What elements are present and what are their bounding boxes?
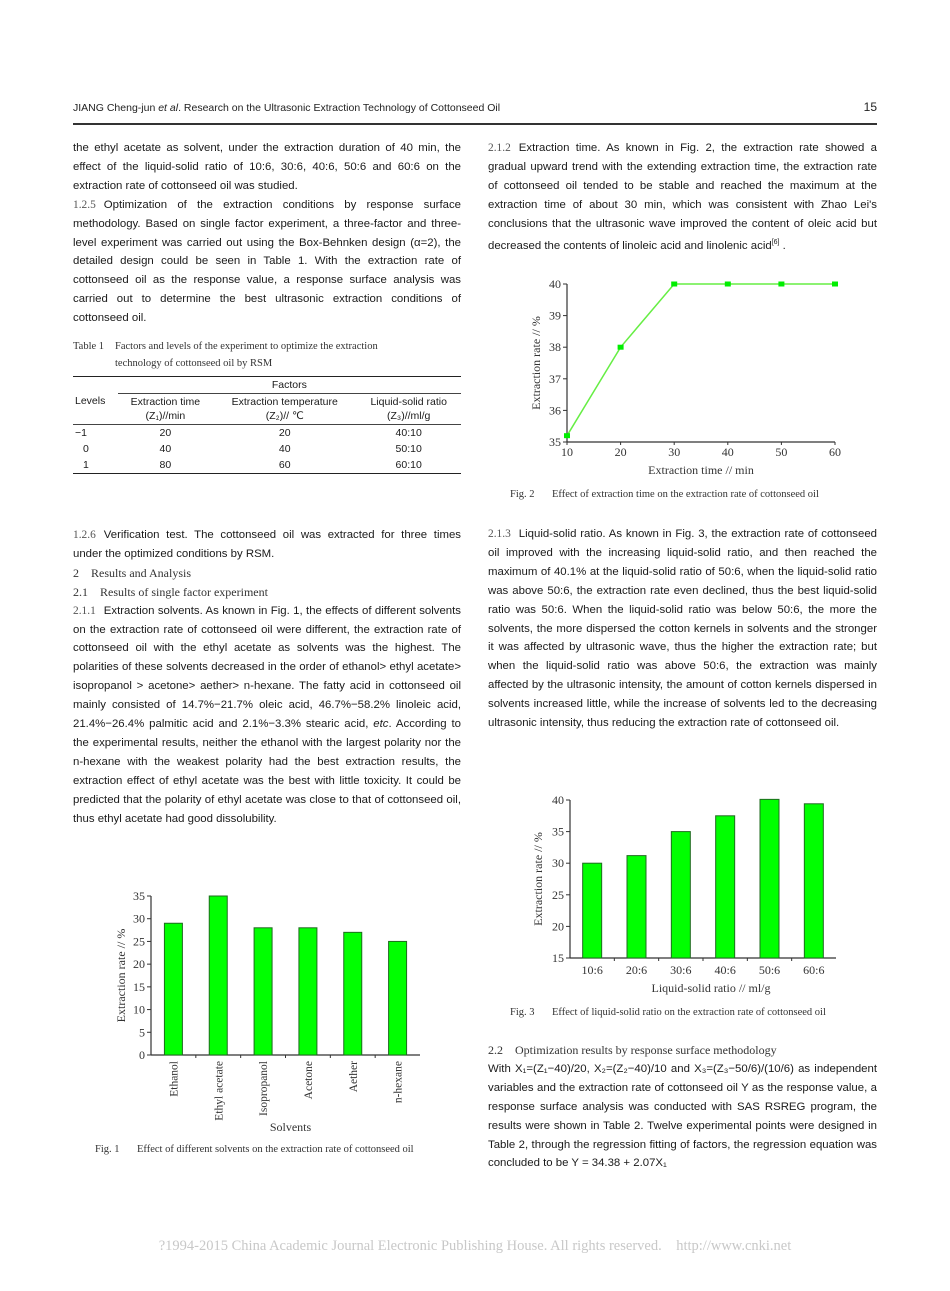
x-tick-label: 40:6 [714,963,736,977]
x-tick-label: Acetone [302,1061,315,1100]
y-axis-label: Extraction rate // % [531,832,545,926]
y-tick-label: 36 [549,403,561,418]
y-tick-label: 35 [549,435,561,449]
y-tick-label: 5 [139,1025,145,1040]
paragraph-intro: the ethyl acetate as solvent, under the extraction duration of 40 min, the effect of the liquid-solid ratio of 10:6, 30:6, 40:6, 50:6 and 60:6 on the extraction rate of cottonseed oil was studied. [73,142,461,192]
figure-1-solvents-bar-chart [105,885,455,1137]
x-axis-label: Liquid-solid ratio // ml/g [651,981,771,995]
bar [209,896,227,1055]
data-point-marker [564,433,570,438]
data-line [567,284,835,436]
running-header [73,100,877,120]
figure-2-time-line-chart [520,272,865,482]
bar [254,928,272,1055]
figure-3-ratio-bar-chart [520,790,865,1002]
y-tick-label: 35 [133,889,145,903]
x-tick-label: 50:6 [758,963,781,977]
x-tick-label: Ethanol [168,1061,181,1097]
section-2-2-text: With X₁=(Z₁−40)/20, X₂=(Z₂−40)/10 and X₃=(Z₃−50/6)/(10/6) as independent variables and the extraction rate of cottonseed oil Y as the response value, a response surface analysis was conducted with SAS RSREG program, the results were shown in Table 2. Twelve experimental points were designed in Table 2, through the regression fitting of factors, the regression equation was concluded to be Y = 34.38 + 2.07X₁ [488,1062,877,1170]
page-number: 15 [863,100,877,114]
y-tick-label: 20 [552,919,564,934]
y-tick-label: 10 [133,1002,145,1017]
y-axis-label: Extraction rate // % [114,928,128,1023]
x-tick-label: 50 [775,445,788,459]
x-axis-label: Extraction time // min [648,463,754,477]
x-tick-label: 60 [829,445,841,459]
y-tick-label: 25 [133,934,145,949]
x-tick-label: Aether [347,1061,360,1093]
x-tick-label: Isopropanol [258,1061,271,1116]
y-axis-label: Extraction rate // % [529,316,543,410]
table1-col-header: Liquid-solid ratio (Z₃)//ml/g [356,394,461,425]
right-column-lower [488,1041,877,1173]
left-column-lower [73,526,461,829]
bar [299,928,317,1055]
y-tick-label: 38 [549,340,561,355]
x-tick-label: 30:6 [670,963,692,977]
table1-col-header: Extraction temperature (Z₂)// ℃ [213,394,356,425]
fig2-svg [520,272,865,482]
section-2-1-heading: 2.1 Results of single factor experiment [73,584,268,599]
y-tick-label: 35 [552,824,564,839]
running-title: JIANG Cheng-jun et al. Research on the Ultrasonic Extraction Technology of Cottonseed Oil [73,102,501,114]
fig3-caption: Fig. 3 Effect of liquid-solid ratio on the extraction rate of cottonseed oil [510,1007,826,1018]
y-tick-label: 39 [549,308,561,323]
x-tick-label: 10 [561,445,573,459]
fig3-svg [520,790,865,1002]
bar [344,932,362,1055]
y-tick-label: 40 [549,277,561,291]
x-tick-label: 10:6 [581,963,603,977]
section-2-1-3: 2.1.3 Liquid-solid ratio. As known in Fig. 3, the extraction rate of cottonseed oil improved with the increasing liquid-solid ratio, and then reached the maximum of 40.1% at the liquid-solid ratio of 50:6, when the liquid-solid ratio was above 50:6, the extraction rate even declined, thus the best liquid-solid ratio was 50:6. When the liquid-solid ratio was below 50:6, the more the solvents, the more dispersed the cotton kernels in solvents and the stronger it was affected by ultrasonic wave, thus the higher the extraction rate; but when the liquid-solid ratio was above 50:6, the extraction was mainly affected by the ultrasonic intensity, the amount of cotton kernels dispersed in solvents increased little, while the increase of solvents led to the decreasing ultrasonic intensity, thus reducing the extraction rate of cottonseed oil. [488,528,877,730]
bar [164,923,182,1055]
data-point-marker [725,282,731,287]
y-tick-label: 25 [552,887,564,902]
x-axis-label: Solvents [269,1120,312,1134]
x-tick-label: 20:6 [625,963,648,977]
bar [716,816,735,958]
bar [583,863,602,958]
table-row: 0 40 40 50:10 [83,443,422,456]
fig1-caption: Fig. 1 Effect of different solvents on the extraction rate of cottonseed oil [95,1144,414,1155]
y-tick-label: 40 [552,793,564,807]
citation-ref[interactable]: [6] [771,238,780,246]
right-column [488,139,877,255]
data-point-marker [778,282,784,287]
section-1-2-6: 1.2.6 Verification test. The cottonseed oil was extracted for three times under the optimized conditions by RSM. [73,529,461,560]
x-tick-label: n-hexane [392,1061,405,1104]
table1 [73,376,461,474]
y-tick-label: 15 [133,979,145,994]
right-column-mid [488,525,877,733]
left-column [73,139,461,474]
data-point-marker [618,345,624,350]
y-tick-label: 37 [549,371,561,386]
fig2-caption: Fig. 2 Effect of extraction time on the extraction rate of cottonseed oil [510,489,819,500]
y-tick-label: 30 [133,911,145,926]
table1-levels-header: Levels [73,377,118,425]
x-tick-label: 30 [668,445,681,459]
copyright-footer: ?1994-2015 China Academic Journal Electronic Publishing House. All rights reserved. http://www.cnki.net [158,1238,792,1254]
data-point-marker [671,282,677,287]
y-tick-label: 0 [139,1048,145,1062]
y-tick-label: 30 [552,856,564,871]
table-row: −1 20 20 40:10 [75,427,422,440]
x-tick-label: 20 [614,445,627,459]
fig1-svg [105,885,455,1137]
y-tick-label: 20 [133,957,145,972]
bar [760,799,779,958]
section-2-heading: 2 Results and Analysis [73,565,192,580]
y-tick-label: 15 [552,951,564,965]
bar [804,804,823,958]
table1-col-header: Extraction time (Z₁)//min [118,394,213,425]
x-tick-label: Ethyl acetate [213,1061,226,1121]
section-2-1-1: 2.1.1 Extraction solvents. As known in Fig. 1, the effects of different solvents on the extraction rate of cottonseed oil were different, the extraction rate of cottonseed oil with the ethyl acetate as solvents was the highest. The polarities of these solvents decreased in the order of ethanol> ethyl acetate> isopropanol > acetone> aether> n-hexane. The fatty acid in cottonseed oil mainly consisted of 14.7%−21.7% oleic acid, 46.7%−58.2% linoleic acid, 21.4%−26.4% palmitic acid and 2.1%−3.3% stearic acid, etc. According to the experimental results, neither the ethanol with the largest polarity nor the n-hexane with the weakest polarity had the best extraction results, the extraction effect of ethyl acetate was the best with little toxicity. It could be predicted that the polarity of ethyl acetate was close to that of cottonseed oil, thus ethyl acetate had good dissolubility. [73,604,461,825]
table1-caption: Table 1 Factors and levels of the experiment to optimize the extraction technology of cottonseed oil by RSM [73,341,378,370]
x-tick-label: 40 [721,445,734,459]
x-tick-label: 60:6 [803,963,825,977]
bar [389,941,407,1055]
data-point-marker [832,282,838,287]
bar [627,856,646,958]
section-2-1-2: 2.1.2 Extraction time. As known in Fig. 2, the extraction rate showed a gradual upward trend with the extending extraction time, the extraction rate of cottonseed oil tended to be stable and reached the maximum at the extraction time of about 30 min, which was consistent with Zhao Lei's conclusions that the ultrasonic wave improved the content of oleic acid but decreased the contents of linoleic acid and linolenic acid[6] . [488,142,877,252]
table-row: 1 80 60 60:10 [73,457,461,474]
table1-factors-header: Factors [118,377,461,394]
header-divider [73,123,877,125]
section-1-2-5: 1.2.5 Optimization of the extraction conditions by response surface methodology. Based on single factor experiment, a three-factor and three-level experiment was carried out using the Box-Behnken design (α=2), the detailed design could be seen in Table 1. With the extraction rate of cottonseed oil as the response value, a response surface analysis was carried out to determine the best ultrasonic extraction conditions of cottonseed oil. [73,198,461,325]
section-2-2-heading: 2.2 Optimization results by response surface methodology [488,1043,777,1057]
bar [671,832,690,958]
